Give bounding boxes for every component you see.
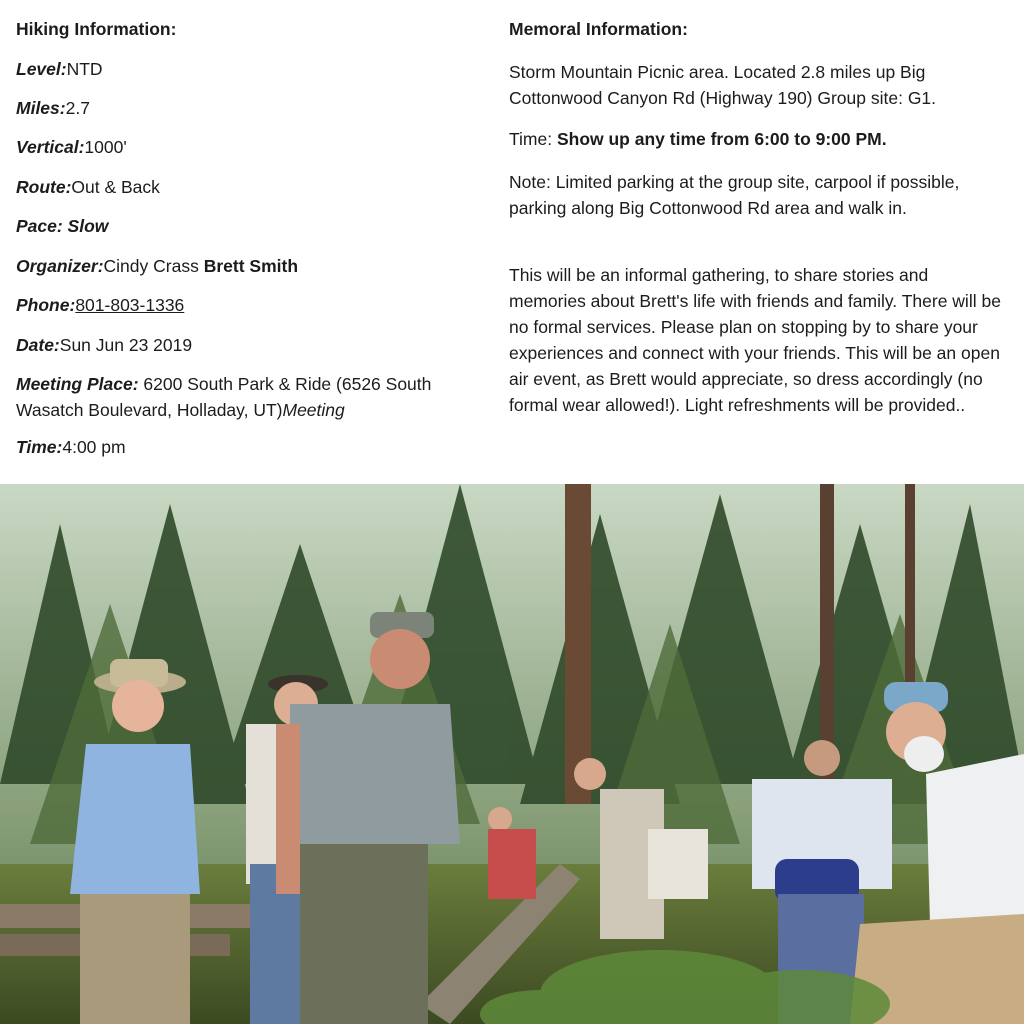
vertical-value: 1000' xyxy=(84,137,127,157)
info-section xyxy=(0,0,1024,484)
hiking-information xyxy=(16,16,486,457)
phone-row xyxy=(16,292,184,318)
memorial-location: Storm Mountain Picnic area. Located 2.8 miles up Big Cottonwood Canyon Rd (Highway 190) Group site: G1. xyxy=(509,62,937,108)
memorial-information xyxy=(509,16,1009,415)
meeting-place-value: 6200 South Park & Ride (6526 South Wasatch Boulevard, Holladay, UT) xyxy=(16,374,432,420)
meeting-place-row xyxy=(16,371,486,423)
memorial-time xyxy=(509,126,1009,152)
organizer-label: Organizer: xyxy=(16,256,104,276)
memorial-note: Note: Limited parking at the group site, carpool if possible, parking along Big Cottonwood Rd area and walk in. xyxy=(509,172,960,218)
organizer-bold-name: Brett Smith xyxy=(203,256,299,276)
organizer-value: Cindy Crass xyxy=(103,256,204,276)
date-value: Sun Jun 23 2019 xyxy=(59,335,193,355)
time-value: 4:00 pm xyxy=(62,437,126,457)
pace-label: Pace: Slow xyxy=(16,216,109,236)
hikers-group-photo xyxy=(0,484,1024,1024)
level-label: Level: xyxy=(16,59,67,79)
meeting-place-label: Meeting Place: xyxy=(16,374,139,394)
memorial-description: This will be an informal gathering, to share stories and memories about Brett's life with friends and family. There will be no formal services. Please plan on stopping by to share your experiences and connect with your friends. This will be an open air event, as Brett would appreciate, so dress accordingly (no formal wear allowed!). Light refreshments will be provided.. xyxy=(509,265,1001,415)
meeting-tail: Meeting xyxy=(282,400,345,420)
level-row xyxy=(16,56,103,82)
vertical-label: Vertical: xyxy=(16,137,85,157)
memorial-time-value: Show up any time from 6:00 to 9:00 PM. xyxy=(556,129,887,149)
miles-label: Miles: xyxy=(16,98,66,118)
date-label: Date: xyxy=(16,335,60,355)
time-label: Time: xyxy=(16,437,63,457)
date-row xyxy=(16,332,192,358)
miles-row xyxy=(16,95,90,121)
miles-value: 2.7 xyxy=(65,98,90,118)
route-row xyxy=(16,174,160,200)
hiking-heading: Hiking Information: xyxy=(16,19,177,39)
memorial-time-prefix: Time: xyxy=(509,129,557,149)
time-row xyxy=(16,434,126,460)
vertical-row xyxy=(16,134,127,160)
pace-row xyxy=(16,213,108,239)
level-value: NTD xyxy=(66,59,103,79)
organizer-row xyxy=(16,253,298,279)
phone-label: Phone: xyxy=(16,295,76,315)
phone-link[interactable]: 801-803-1336 xyxy=(75,295,185,315)
route-value: Out & Back xyxy=(71,177,160,197)
route-label: Route: xyxy=(16,177,72,197)
memorial-heading: Memoral Information: xyxy=(509,19,688,39)
